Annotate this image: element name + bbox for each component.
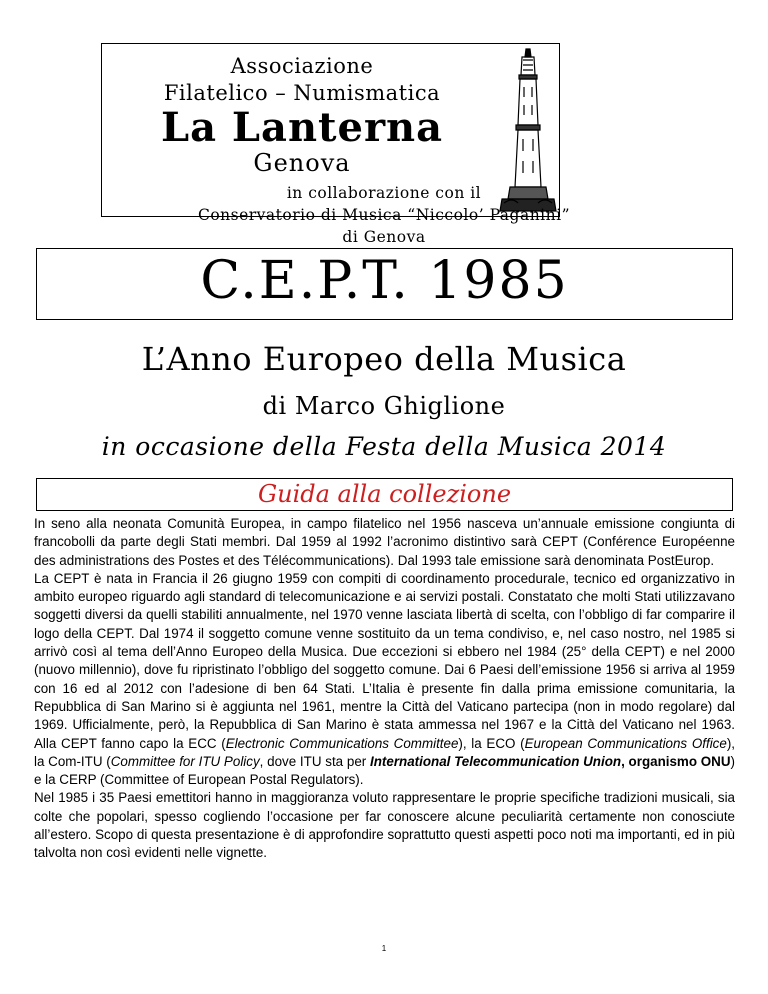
guide-heading-box bbox=[36, 478, 733, 511]
onu-note: , organismo ONU bbox=[621, 753, 731, 769]
paragraph-3: Nel 1985 i 35 Paesi emettitori hanno in maggioranza voluto rappresentare le proprie specifiche tradizioni musicali, sia colte che popolari, spesso cogliendo l’occasione per far conoscere alcune peculiarità certamente non conosciute all’estero. Scopo di questa presentazione è di approfondire soprattutto questi aspetti poco noti ma importanti, ed in più talvolta non così evidenti nelle vignette. bbox=[34, 790, 735, 861]
occasion-line: in occasione della Festa della Musica 2014 bbox=[101, 432, 667, 461]
body-text bbox=[34, 515, 735, 863]
subtitle: L’Anno Europeo della Musica bbox=[141, 340, 627, 378]
ecc-full-name: Electronic Communications Committee bbox=[225, 735, 459, 751]
collaboration-line-2: Conservatorio di Musica “Niccolo’ Paganini” bbox=[197, 206, 571, 224]
paragraph-2-connector-1: ), la ECO ( bbox=[458, 735, 525, 751]
title-box bbox=[36, 248, 733, 320]
paragraph-2-end: ) e la CERP (Committee of European Postal Regulators). bbox=[34, 753, 735, 788]
author: di Marco Ghiglione bbox=[262, 392, 506, 420]
association-label: Associazione bbox=[230, 54, 374, 78]
paragraph-2-connector-2: ), la Com-ITU ( bbox=[34, 735, 735, 769]
eco-full-name: European Communications Office bbox=[524, 735, 727, 751]
guide-heading: Guida alla collezione bbox=[257, 480, 512, 508]
paragraph-2 bbox=[34, 570, 735, 790]
association-type: Filatelico – Numismatica bbox=[163, 81, 441, 105]
paragraph-2-connector-3: , dove ITU sta per bbox=[259, 753, 371, 769]
paragraph-2-start: La CEPT è nata in Francia il 26 giugno 1959 con compiti di coordinamento procedurale, tecnico ed organizzativo in ambito europeo riguardo agli standard di telecomunicazione e ai servizi postali. Constatato che molti Stati utilizzavano soggetti diversi da quelli stabiliti annualmente, nel 1970 venne lasciata libertà di scelta, con l’obbligo di far comparire il logo della CEPT. Dal 1974 il soggetto comune venne sostituito da un tema condiviso, e, nel caso nostro, nel 1985 si arrivò così al tema dell’Anno Europeo della Musica. Due eccezioni si ebbero nel 1984 (25° della CEPT) e nel 2000 (nuovo millennio), dove fu ripristinato l’obbligo del soggetto comune. Dai 6 Paesi dell’emissione 1956 si arriva al 1959 con 16 ed al 2012 con l’adesione di ben 64 Stati. L’Italia è presente fin dalla prima emissione comunitaria, la Repubblica di San Marino si è aggiunta nel 1961, mentre la Città del Vaticano partecipa (non in modo regolare) dal 1969. Ufficialmente, però, la Repubblica di San Marino è stata ammessa nel 1967 e la Città del Vaticano nel 1963. Alla CEPT fanno capo la ECC ( bbox=[34, 570, 735, 751]
collaboration-line-3: di Genova bbox=[342, 228, 426, 246]
association-city: Genova bbox=[253, 149, 351, 177]
itu-full-name: International Telecommunication Union bbox=[370, 753, 622, 769]
collaboration-line-1: in collaborazione con il bbox=[286, 184, 482, 202]
association-name: La Lanterna bbox=[160, 104, 444, 151]
page-title: C.E.P.T. 1985 bbox=[200, 251, 569, 311]
comitu-full-name: Committee for ITU Policy bbox=[110, 753, 260, 769]
paragraph-1: In seno alla neonata Comunità Europea, in campo filatelico nel 1956 nasceva un’annuale emissione congiunta di francobolli da parte degli Stati membri. Dal 1959 al 1992 l’acronimo distintivo sarà CEPT (Conférence Européenne des administrations des Postes et des Télécommunications). Dal 1993 tale emissione sarà denominata PostEurop. bbox=[34, 516, 735, 568]
page-number: 1 bbox=[381, 944, 387, 953]
